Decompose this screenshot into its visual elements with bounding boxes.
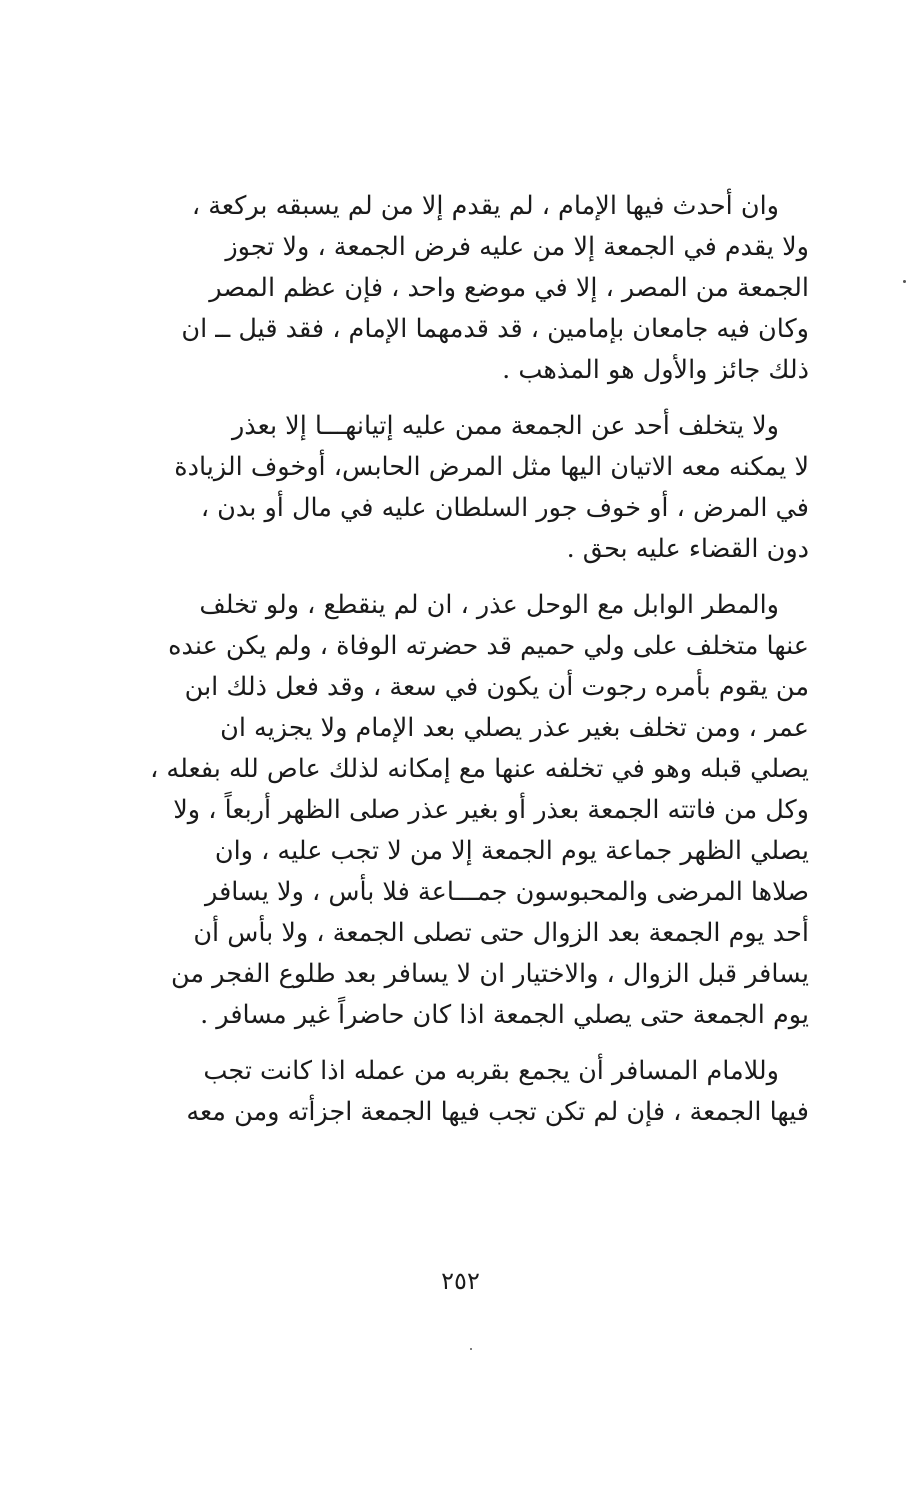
text-line: فيها الجمعة ، فإن لم تكن تجب فيها الجمعة اجزأته ومن معه xyxy=(186,1097,809,1127)
text-line: دون القضاء عليه بحق . xyxy=(566,534,809,564)
text-line: يصلي الظهر جماعة يوم الجمعة إلا من لا تجب عليه ، وان xyxy=(214,836,809,866)
text-line: يسافر قبل الزوال ، والاختيار ان لا يسافر بعد طلوع الفجر من xyxy=(171,959,809,989)
text-line: صلاها المرضى والمحبوسون جمـــاعة فلا بأس ، ولا يسافر xyxy=(205,877,809,907)
text-line: ولا يقدم في الجمعة إلا من عليه فرض الجمعة ، ولا تجوز xyxy=(225,232,809,262)
text-line: أحد يوم الجمعة بعد الزوال حتى تصلى الجمعة ، ولا بأس أن xyxy=(193,918,809,948)
text-line: ذلك جائز والأول هو المذهب . xyxy=(502,355,809,385)
text-line: والمطر الوابل مع الوحل عذر ، ان لم ينقطع ، ولو تخلف xyxy=(199,590,779,620)
text-line: لا يمكنه معه الاتيان اليها مثل المرض الحابس، أوخوف الزيادة xyxy=(174,452,809,482)
paragraph xyxy=(103,1051,809,1133)
text-line: في المرض ، أو خوف جور السلطان عليه في مال أو بدن ، xyxy=(200,493,809,523)
text-line: وللامام المسافر أن يجمع بقربه من عمله اذا كانت تجب xyxy=(203,1056,779,1086)
text-line: وكان فيه جامعان بإمامين ، قد قدمهما الإمام ، فقد قيل ــ ان xyxy=(181,314,809,344)
text-line: وان أحدث فيها الإمام ، لم يقدم إلا من لم يسبقه بركعة ، xyxy=(191,191,779,221)
text-line: يصلي قبله وهو في تخلفه عنها مع إمكانه لذلك عاص لله بفعله ، xyxy=(150,754,809,784)
paragraph xyxy=(103,585,809,1036)
text-line: من يقوم بأمره رجوت أن يكون في سعة ، وقد فعل ذلك ابن xyxy=(184,672,809,702)
body-text xyxy=(103,186,809,1148)
text-line: عمر ، ومن تخلف بغير عذر يصلي بعد الإمام ولا يجزيه ان xyxy=(220,713,809,743)
paragraph xyxy=(103,406,809,570)
text-line: ولا يتخلف أحد عن الجمعة ممن عليه إتيانهـــا إلا بعذر xyxy=(231,411,779,441)
text-line: الجمعة من المصر ، إلا في موضع واحد ، فإن عظم المصر xyxy=(209,273,809,303)
text-line: يوم الجمعة حتى يصلي الجمعة اذا كان حاضراً غير مسافر . xyxy=(200,1000,809,1030)
page-number: ٢٥٢ xyxy=(441,1267,480,1295)
scan-speck xyxy=(470,1348,472,1350)
text-line: وكل من فاتته الجمعة بعذر أو بغير عذر صلى الظهر أربعاً ، ولا xyxy=(173,795,809,825)
text-line: عنها متخلف على ولي حميم قد حضرته الوفاة ، ولم يكن عنده xyxy=(168,631,809,661)
paragraph xyxy=(103,186,809,391)
scan-speck xyxy=(903,280,906,283)
